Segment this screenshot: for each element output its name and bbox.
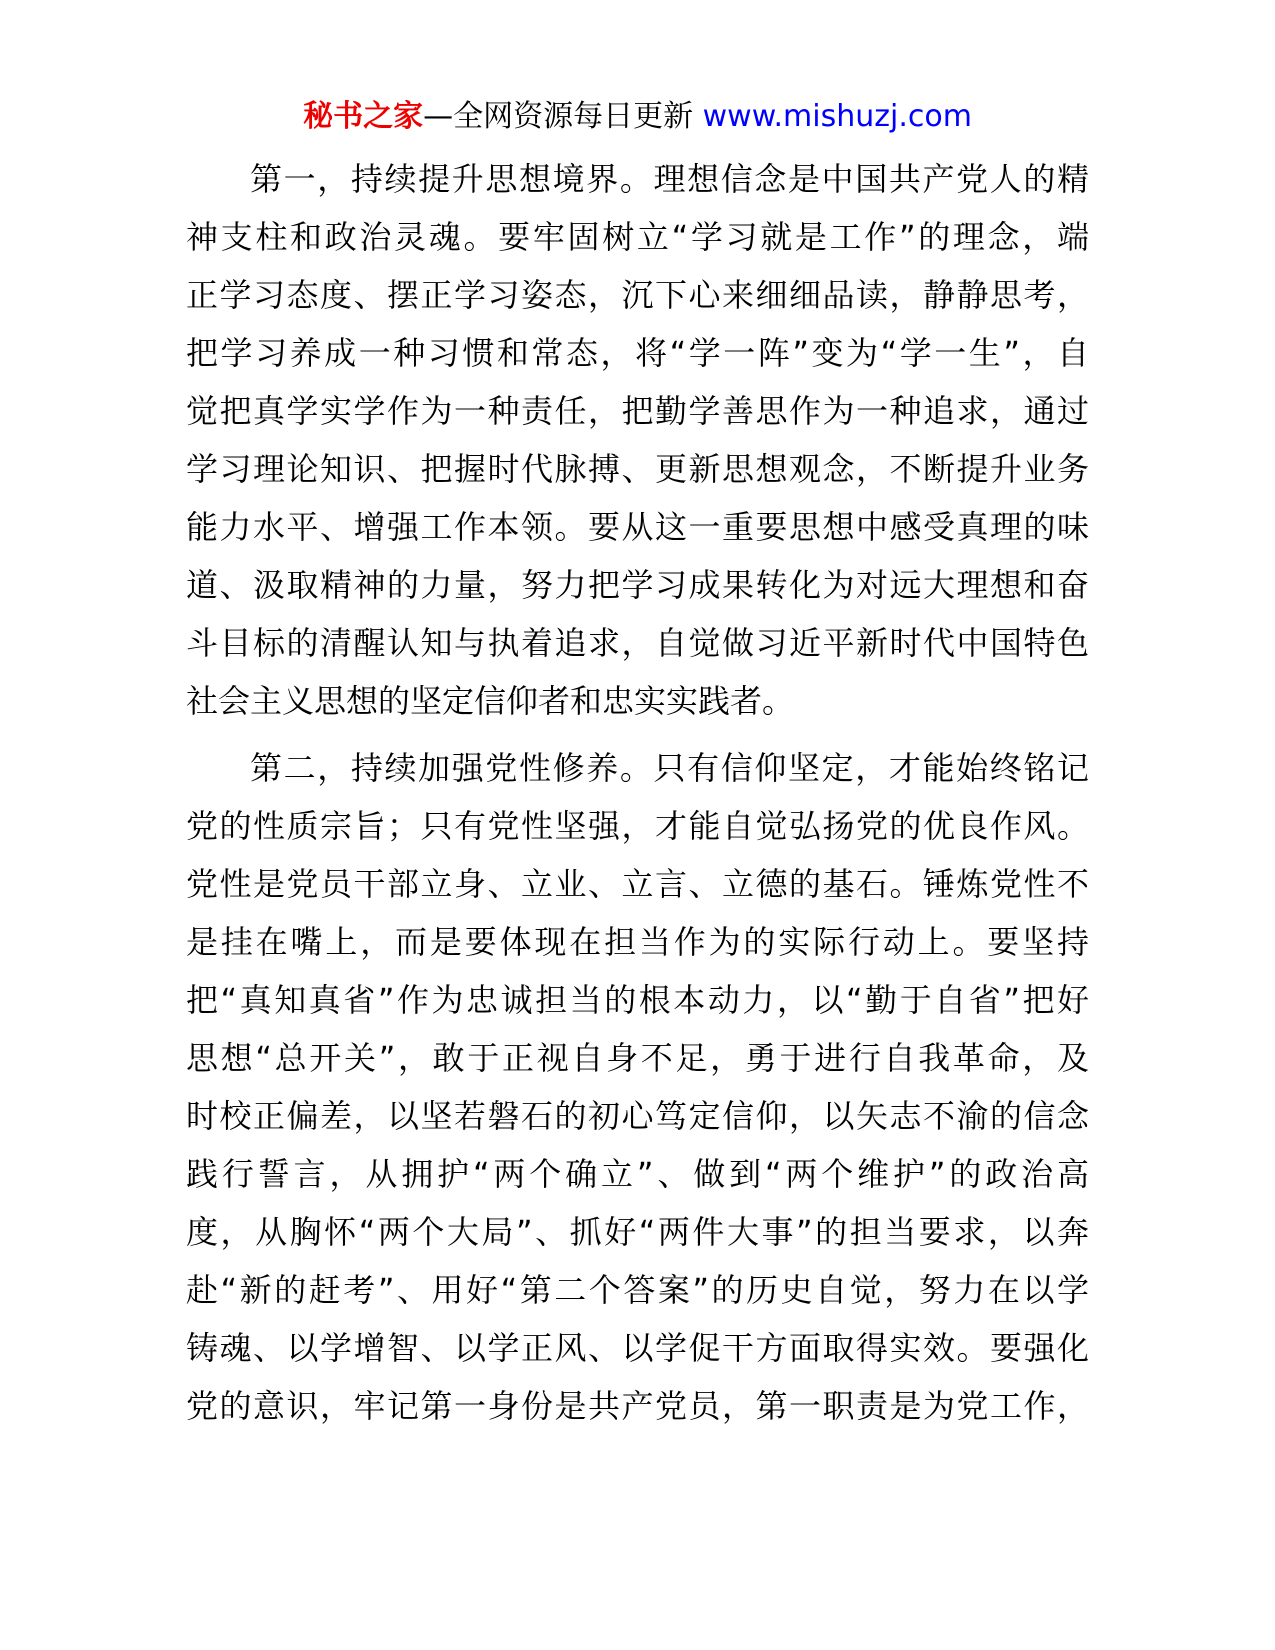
- text-line: 赴“新的赶考”、用好“第二个答案”的历史自觉，努力在以学: [186, 1271, 1089, 1309]
- text-line: 第一，持续提升思想境界。理想信念是中国共产党人的精: [250, 160, 1089, 198]
- text-line: 觉把真学实学作为一种责任，把勤学善思作为一种追求，通过: [186, 392, 1089, 430]
- text-line: 能力水平、增强工作本领。要从这一重要思想中感受真理的味: [186, 508, 1089, 546]
- site-url[interactable]: www.mishuzj.com: [702, 99, 972, 134]
- text-line: 斗目标的清醒认知与执着追求，自觉做习近平新时代中国特色: [186, 624, 1089, 662]
- text-line: 是挂在嘴上，而是要体现在担当作为的实际行动上。要坚持: [186, 923, 1089, 961]
- text-line: 党的意识，牢记第一身份是共产党员，第一职责是为党工作，: [186, 1387, 1089, 1425]
- page-header: [0, 97, 1275, 137]
- text-line: 道、汲取精神的力量，努力把学习成果转化为对远大理想和奋: [186, 566, 1089, 604]
- paragraph-1: [186, 150, 1089, 730]
- text-line: 度，从胸怀“两个大局”、抓好“两件大事”的担当要求，以奔: [186, 1213, 1089, 1251]
- text-line: 党的性质宗旨；只有党性坚强，才能自觉弘扬党的优良作风。: [186, 807, 1089, 845]
- text-line: 把学习养成一种习惯和常态，将“学一阵”变为“学一生”，自: [186, 334, 1089, 372]
- site-brand: 秘书之家: [303, 99, 424, 134]
- paragraph-spacer: [186, 730, 1089, 739]
- text-line: 思想“总开关”，敢于正视自身不足，勇于进行自我革命，及: [186, 1039, 1089, 1077]
- text-line: 践行誓言，从拥护“两个确立”、做到“两个维护”的政治高: [186, 1155, 1089, 1193]
- document-body: [186, 150, 1089, 1435]
- text-line: 党性是党员干部立身、立业、立言、立德的基石。锤炼党性不: [186, 865, 1089, 903]
- text-line: 学习理论知识、把握时代脉搏、更新思想观念，不断提升业务: [186, 450, 1089, 488]
- site-tagline: —全网资源每日更新: [423, 99, 703, 134]
- text-line: 神支柱和政治灵魂。要牢固树立“学习就是工作”的理念，端: [186, 218, 1089, 256]
- text-line: 社会主义思想的坚定信仰者和忠实实践者。: [186, 682, 795, 720]
- text-line: 时校正偏差，以坚若磐石的初心笃定信仰，以矢志不渝的信念: [186, 1097, 1089, 1135]
- text-line: 第二，持续加强党性修养。只有信仰坚定，才能始终铭记: [250, 749, 1089, 787]
- text-line: 正学习态度、摆正学习姿态，沉下心来细细品读，静静思考，: [186, 276, 1089, 314]
- paragraph-2: [186, 739, 1089, 1435]
- text-line: 把“真知真省”作为忠诚担当的根本动力，以“勤于自省”把好: [186, 981, 1089, 1019]
- text-line: 铸魂、以学增智、以学正风、以学促干方面取得实效。要强化: [186, 1329, 1089, 1367]
